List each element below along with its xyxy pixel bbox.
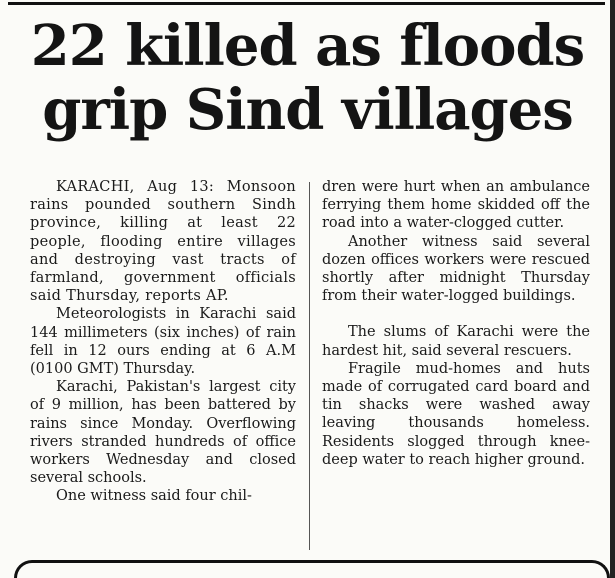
headline-line-2: grip Sind villages [42,77,573,143]
paragraph: One witness said four chil- [56,488,252,505]
left-column [30,178,296,506]
headline [0,14,615,142]
paragraph: Another witness said several dozen offices workers were rescued shortly after midnight Thursday from their water-logged buildings. [322,233,590,305]
right-column [322,178,590,469]
paragraph: The slums of Karachi were the hardest hit, said several rescuers. [322,324,590,359]
paragraph: Karachi, Pakistan's largest city of 9 million, has been battered by rains since Monday. Overflowing rivers stranded hundreds of office workers Wednesday and closed several schools. [30,379,296,487]
paragraph-dateline: KARACHI, Aug 13: Monsoon rains pounded southern Sindh province, killing at least 22 people, flooding entire villages and destroying vast tracts of farmland, government officials said Thursday, reports AP. [30,179,296,305]
paragraph-continued: dren were hurt when an ambulance ferrying them home skidded off the road into a water-clogged cutter. [322,179,590,232]
paragraph: Fragile mud-homes and huts made of corrugated card board and tin shacks were washed away leaving thousands homeless. Residents slogged through knee-deep water to reach higher ground. [322,360,590,468]
top-rule [8,2,605,5]
next-article-border [14,560,610,578]
column-divider [309,182,310,550]
paragraph-gap [322,305,590,323]
headline-line-1: 22 killed as floods [30,13,585,79]
paragraph: Meteorologists in Karachi said 144 millimeters (six inches) of rain fell in 12 ours ending at 6 A.M (0100 GMT) Thursday. [30,306,296,378]
